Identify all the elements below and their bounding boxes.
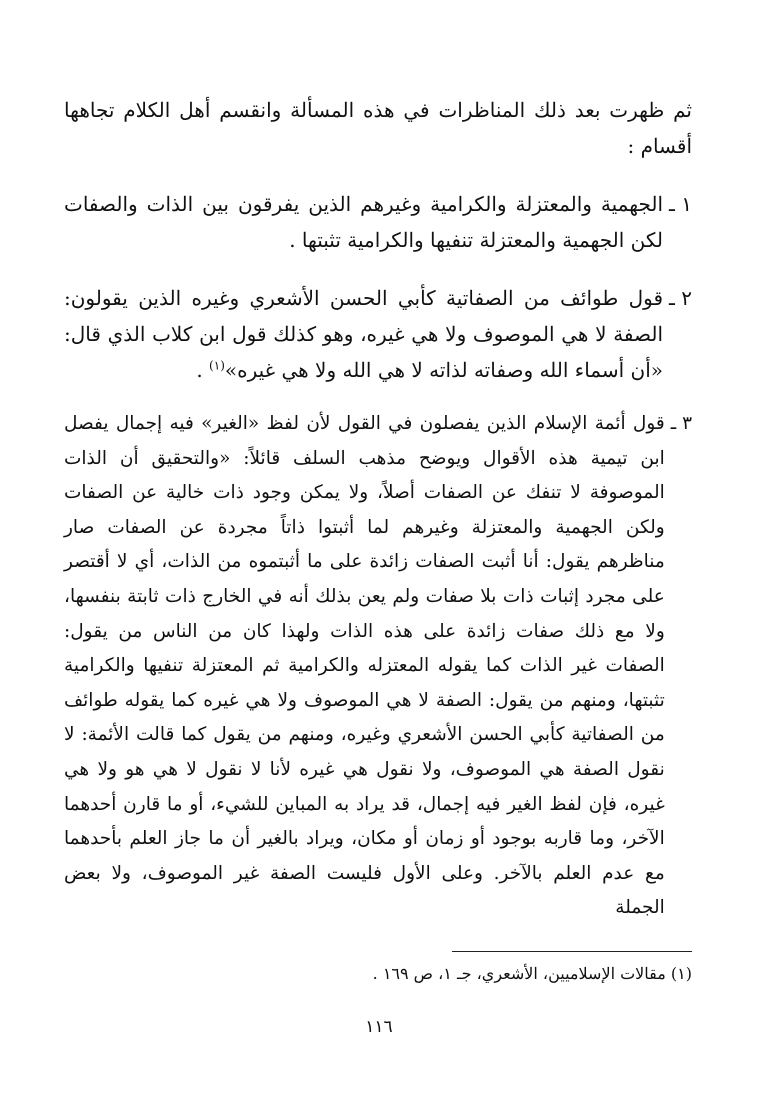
item-2-paragraph	[64, 280, 663, 388]
footnote: (١) مقالات الإسلاميين، الأشعري، جـ ١، ص ١٦٩ .	[372, 964, 692, 983]
item-2-number: ٢ ـ	[669, 286, 692, 310]
item-3-number: ٣ ـ	[670, 413, 692, 434]
intro-line-1: ثم ظهرت بعد ذلك المناظرات في هذه المسألة وانقسم أهل الكلام	[123, 98, 692, 122]
footnote-marker: (١)	[209, 358, 225, 373]
item-2-text: قول طوائف من الصفاتية كأبي الحسن الأشعري وغيره الذين يقولون: الصفة لا هي الموصوف ولا هي غيره، وهو كذلك قول ابن كلاب الذي قال: «أن أسماء الله وصفاته لذاته لا هي الله ولا هي غيره»	[64, 286, 664, 382]
footnote-divider	[452, 951, 692, 952]
list-item-2	[64, 280, 692, 388]
item-2-end: .	[196, 358, 210, 382]
list-item-1	[64, 186, 692, 258]
item-1-number: ١ ـ	[669, 192, 692, 216]
item-1-text: الجهمية والمعتزلة والكرامية وغيرهم الذين يفرقون بين الذات والصفات لكن الجهمية والمعتزلة تنفيها والكرامية تثبتها .	[64, 192, 664, 252]
intro-paragraph	[64, 92, 692, 164]
item-3-text: قول أئمة الإسلام الذين يفصلون في القول لأن لفظ «الغير» فيه إجمال يفصل ابن تيمية هذه الأقوال ويوضح مذهب السلف قائلاً: «والتحقيق أن الذات الموصوفة لا تنفك عن الصفات أصلاً، ولا يمكن وجود ذات خالية عن الصفات ولكن الجهمية والمعتزلة وغيرهم لما أثبتوا ذاتاً مجردة عن الصفات صار مناظرهم يقول: أنا أثبت الصفات زائدة على ما أثبتموه من الذات، أي لا أقتصر على مجرد إثبات ذات بلا صفات ولم يعن بذلك أنه في الخارج ذات ثابتة بنفسها، ولا مع ذلك صفات زائدة على هذه الذات ولهذا كان من الناس من يقول: الصفات غير الذات كما يقوله المعتزله والكرامية ثم المعتزلة تنفيها والكرامية تثبتها، ومنهم من يقول: الصفة لا هي الموصوف ولا هي غيره كما يقوله طوائف من الصفاتية كأبي الحسن الأشعري وغيره، ومنهم من يقول كما قالت الأئمة: لا نقول الصفة هي الموصوف، ولا نقول هي غيره لأنا لا نقول لا هي هو ولا هي غيره، فإن لفظ الغير فيه إجمال، قد يراد به المباين للشيء، أو ما قارن أحدهما الآخر، وما قاربه بوجود أو زمان أو مكان، ويراد بالغير أن ما جاز العلم بأحدهما مع عدم العلم بالآخر. وعلى الأول فليست الصفة غير الموصوف، ولا بعض الجملة	[64, 413, 665, 919]
list-item-3	[64, 407, 692, 926]
page-number: ١١٦	[365, 1017, 393, 1037]
intro-line-2: تجاهها أقسام :	[64, 98, 692, 158]
